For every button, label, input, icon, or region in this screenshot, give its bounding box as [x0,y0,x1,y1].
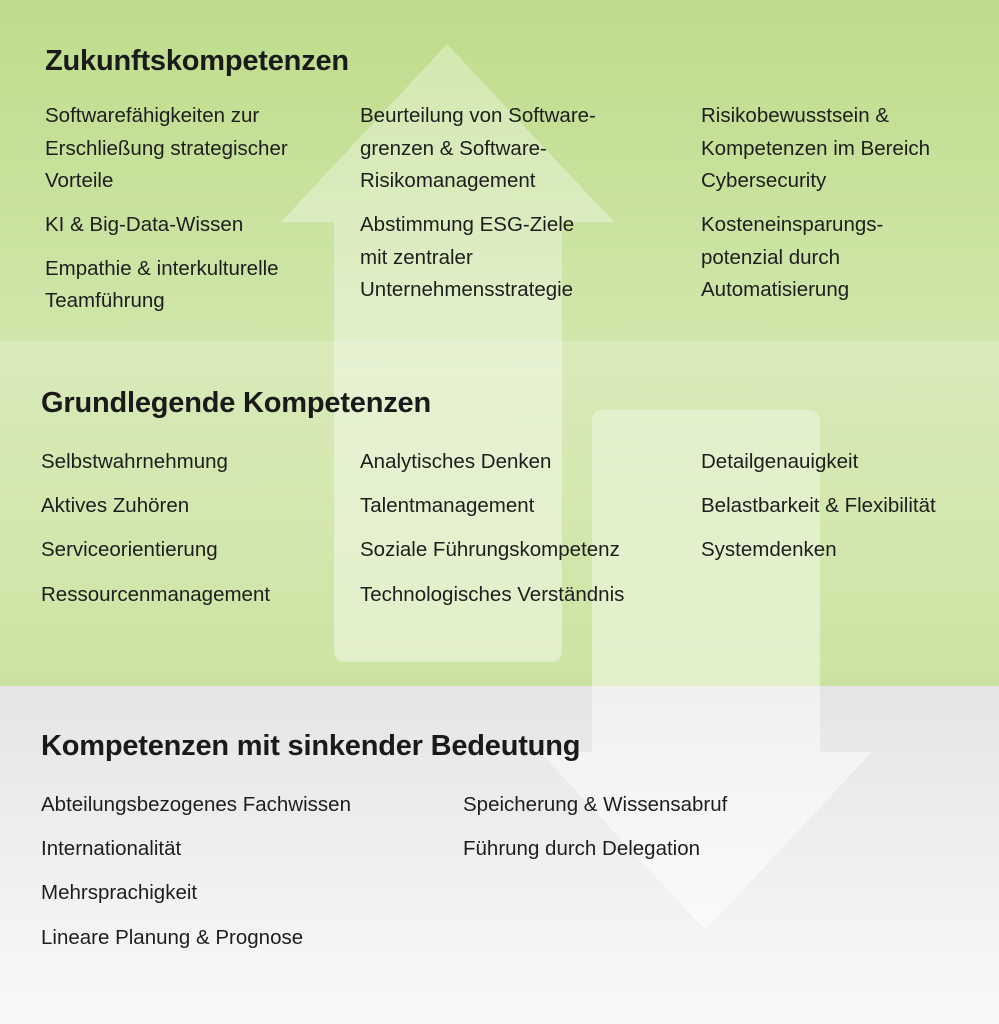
future-col1-line2: Erschließung strategischer [45,137,288,160]
future-col2-line4: Abstimmung ESG-Ziele [360,213,575,236]
basic-col3-item1: Detailgenauigkeit [701,450,859,473]
future-col1-line3: Vorteile [45,169,114,192]
basic-col1-item1: Selbstwahrnehmung [41,450,228,473]
basic-col3-item3: Systemdenken [701,538,837,561]
future-col2-line6: Unternehmensstrategie [360,278,574,301]
future-col3-line2: Kompetenzen im Bereich [701,137,931,160]
basic-col1-item3: Serviceorientierung [41,538,218,561]
basic-col2-item4: Technologisches Verständnis [360,583,625,606]
basic-col2-item2: Talentmanagement [360,494,535,517]
future-col2-line5: mit zentraler [360,246,473,269]
basic-col2-item1: Analytisches Denken [360,450,552,473]
future-col3-line4: Kosteneinsparungs- [701,213,884,236]
declining-col1-item3: Mehrsprachigkeit [41,881,198,904]
future-col3-line3: Cybersecurity [701,169,827,192]
basic-col2-item3: Soziale Führungskompetenz [360,538,620,561]
future-col2-line1: Beurteilung von Software- [360,104,596,127]
future-col1-line4: KI & Big-Data-Wissen [45,213,244,236]
future-col3-line6: Automatisierung [701,278,850,301]
declining-col1-item2: Internationalität [41,837,182,860]
future-col1-line1: Softwarefähigkeiten zur [45,104,260,127]
basic-heading: Grundlegende Kompetenzen [41,387,431,419]
future-heading: Zukunftskompetenzen [45,45,349,77]
future-col3-line1: Risikobewusstsein & [701,104,889,127]
basic-col1-item4: Ressourcenmanagement [41,583,271,606]
declining-col1-item4: Lineare Planung & Prognose [41,926,304,949]
declining-col1-item1: Abteilungsbezogenes Fachwissen [41,793,351,816]
declining-col2-item2: Führung durch Delegation [463,837,701,860]
future-col2-line3: Risikomanagement [360,169,536,192]
future-col1-line5: Empathie & interkulturelle [45,257,279,280]
declining-col2-item1: Speicherung & Wissensabruf [463,793,728,816]
basic-col3-item2: Belastbarkeit & Flexibilität [701,494,936,517]
future-col3-line5: potenzial durch [701,246,841,269]
declining-heading: Kompetenzen mit sinkender Bedeutung [41,730,581,762]
basic-col1-item2: Aktives Zuhören [41,494,190,517]
future-col1-line6: Teamführung [45,289,165,312]
future-col2-line2: grenzen & Software- [360,137,547,160]
